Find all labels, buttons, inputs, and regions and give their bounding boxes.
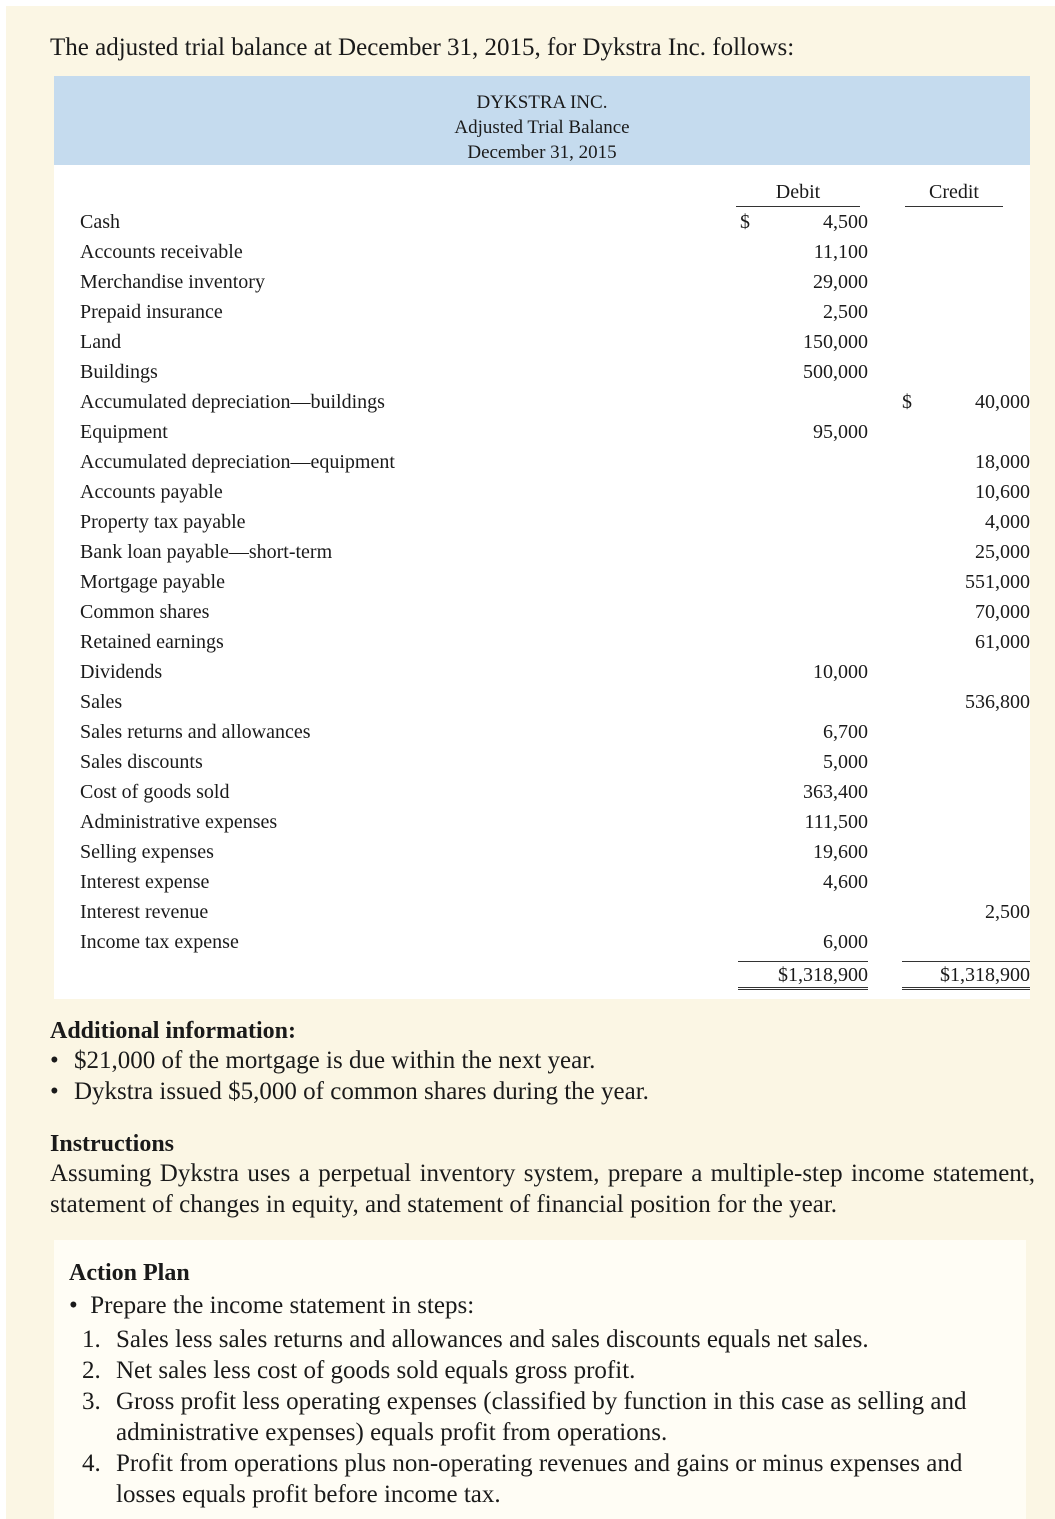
account-name: Buildings xyxy=(80,361,158,383)
table-row xyxy=(80,241,1030,271)
action-step: 3. Gross profit less operating expenses (classified by function in this case as selling and administrative expenses) equals profit from operations. xyxy=(82,1388,967,1446)
credit-amount: 18,000 xyxy=(975,451,1030,473)
debit-amount: 10,000 xyxy=(813,661,868,683)
table-row xyxy=(80,361,1030,391)
credit-amount: 10,600 xyxy=(975,481,1030,503)
credit-amount: 2,500 xyxy=(985,901,1030,923)
instructions-heading: Instructions xyxy=(50,1131,175,1157)
table-row xyxy=(80,211,1030,241)
statement-date: December 31, 2015 xyxy=(467,142,617,163)
account-name: Interest expense xyxy=(80,871,210,893)
debit-amount: 111,500 xyxy=(804,811,868,833)
table-row xyxy=(80,781,1030,811)
account-name: Accumulated depreciation—equipment xyxy=(80,451,395,473)
additional-heading: Additional information: xyxy=(50,1018,297,1044)
account-name: Equipment xyxy=(80,421,168,443)
statement-title: Adjusted Trial Balance xyxy=(454,117,630,138)
total-credit: $1,318,900 xyxy=(902,961,1030,990)
account-name: Accumulated depreciation—buildings xyxy=(80,391,385,413)
table-row xyxy=(80,271,1030,301)
table-row xyxy=(80,691,1030,721)
table-row xyxy=(80,601,1030,631)
account-name: Bank loan payable—short-term xyxy=(80,541,333,563)
debit-amount: 95,000 xyxy=(813,421,868,443)
debit-amount: 500,000 xyxy=(803,361,868,383)
credit-amount: 70,000 xyxy=(975,601,1030,623)
debit-amount: 150,000 xyxy=(803,331,868,353)
table-row xyxy=(80,901,1030,931)
account-name: Common shares xyxy=(80,601,210,623)
debit-currency: $ xyxy=(740,211,750,233)
table-row xyxy=(80,841,1030,871)
credit-column-header: Credit xyxy=(905,181,1003,207)
account-name: Mortgage payable xyxy=(80,571,225,593)
account-name: Accounts payable xyxy=(80,481,223,503)
credit-amount: 25,000 xyxy=(975,541,1030,563)
trial-balance-rows xyxy=(80,211,1030,991)
debit-amount: 19,600 xyxy=(813,841,868,863)
intro-text: The adjusted trial balance at December 31, 2015, for Dykstra Inc. follows: xyxy=(50,34,795,61)
table-row xyxy=(80,931,1030,961)
account-name: Cost of goods sold xyxy=(80,781,230,803)
table-row xyxy=(80,481,1030,511)
credit-amount: 4,000 xyxy=(985,511,1030,533)
credit-currency: $ xyxy=(902,391,912,413)
account-name: Selling expenses xyxy=(80,841,214,863)
table-row xyxy=(80,451,1030,481)
action-step: 4. Profit from operations plus non-operating revenues and gains or minus expenses and losses equals profit before income tax. xyxy=(82,1450,963,1508)
action-step: 2. Net sales less cost of goods sold equals gross profit. xyxy=(82,1357,636,1384)
totals-row xyxy=(80,961,1030,991)
debit-amount: 6,700 xyxy=(823,721,868,743)
table-row xyxy=(80,721,1030,751)
instructions-text: Assuming Dykstra uses a perpetual inventory system, prepare a multiple-step income statement, statement of changes in equity, and statement of financial position for the year. xyxy=(50,1160,1035,1218)
credit-amount: 61,000 xyxy=(975,631,1030,653)
trial-balance-table xyxy=(54,165,1030,999)
account-name: Dividends xyxy=(80,661,163,683)
additional-bullet: • Dykstra issued $5,000 of common shares during the year. xyxy=(50,1078,649,1105)
debit-amount: 29,000 xyxy=(813,271,868,293)
company-name: DYKSTRA INC. xyxy=(476,92,608,113)
debit-amount: 5,000 xyxy=(823,751,868,773)
debit-amount: 4,500 xyxy=(823,211,868,233)
credit-amount: 551,000 xyxy=(965,571,1030,593)
total-debit: $1,318,900 xyxy=(738,961,868,990)
table-row xyxy=(80,391,1030,421)
table-row xyxy=(80,661,1030,691)
table-row xyxy=(80,301,1030,331)
account-name: Land xyxy=(80,331,122,353)
account-name: Cash xyxy=(80,211,120,233)
account-name: Property tax payable xyxy=(80,511,246,533)
table-row xyxy=(80,421,1030,451)
account-name: Interest revenue xyxy=(80,901,209,923)
debit-amount: 2,500 xyxy=(823,301,868,323)
table-row xyxy=(80,511,1030,541)
account-name: Sales xyxy=(80,691,123,713)
account-name: Sales returns and allowances xyxy=(80,721,311,743)
account-name: Merchandise inventory xyxy=(80,271,265,293)
additional-information xyxy=(50,1018,649,1107)
debit-amount: 6,000 xyxy=(823,931,868,953)
account-name: Income tax expense xyxy=(80,931,239,953)
table-row xyxy=(80,571,1030,601)
table-row xyxy=(80,331,1030,361)
page xyxy=(6,6,1055,1519)
account-name: Administrative expenses xyxy=(80,811,278,833)
debit-amount: 363,400 xyxy=(803,781,868,803)
account-name: Accounts receivable xyxy=(80,241,243,263)
action-step: 1. Sales less sales returns and allowances and sales discounts equals net sales. xyxy=(82,1326,869,1353)
table-row xyxy=(80,811,1030,841)
additional-bullet: • $21,000 of the mortgage is due within the next year. xyxy=(50,1047,596,1074)
debit-column-header: Debit xyxy=(736,181,860,207)
account-name: Retained earnings xyxy=(80,631,224,653)
action-plan-heading: Action Plan xyxy=(69,1260,190,1286)
debit-amount: 11,100 xyxy=(813,241,868,263)
action-plan xyxy=(54,1240,1026,1519)
credit-amount: 40,000 xyxy=(975,391,1030,413)
table-row xyxy=(80,751,1030,781)
trial-balance-header xyxy=(54,76,1030,165)
credit-amount: 536,800 xyxy=(965,691,1030,713)
debit-amount: 4,600 xyxy=(823,871,868,893)
action-plan-bullet: • Prepare the income statement in steps: xyxy=(69,1292,475,1319)
account-name: Prepaid insurance xyxy=(80,301,223,323)
table-row xyxy=(80,631,1030,661)
table-row xyxy=(80,871,1030,901)
table-row xyxy=(80,541,1030,571)
instructions xyxy=(50,1130,1035,1220)
action-plan-steps xyxy=(82,1324,1002,1510)
account-name: Sales discounts xyxy=(80,751,203,773)
